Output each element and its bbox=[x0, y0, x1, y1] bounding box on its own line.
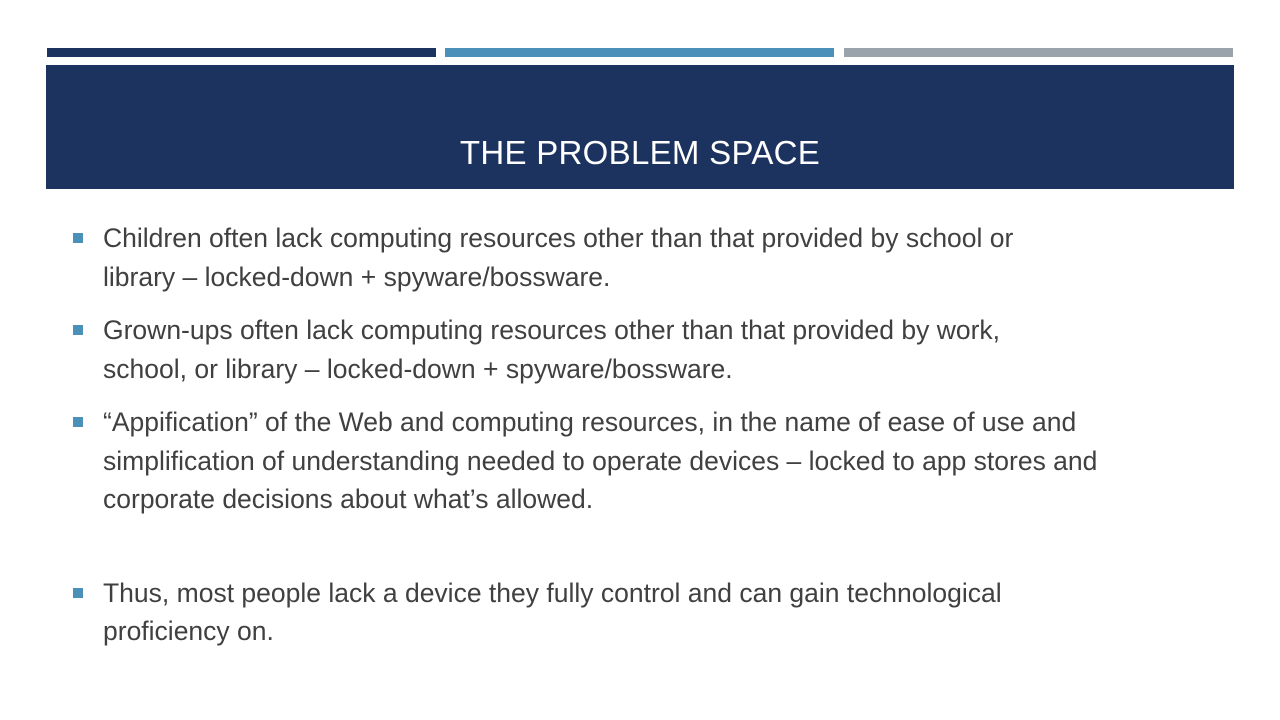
bullet-line: proficiency on. bbox=[103, 616, 274, 646]
bullet-line: Children often lack computing resources other than that provided by school or bbox=[103, 223, 1014, 253]
bullet-line: corporate decisions about what’s allowed. bbox=[103, 484, 594, 514]
slide-title: THE PROBLEM SPACE bbox=[459, 134, 821, 171]
bullet-marker-icon bbox=[73, 325, 83, 335]
bullet-marker-icon bbox=[73, 233, 83, 243]
bullet-marker-icon bbox=[73, 588, 83, 598]
bullet-item bbox=[72, 311, 1222, 388]
bullet-line: Grown-ups often lack computing resources other than that provided by work, bbox=[103, 315, 1001, 345]
bullet-item bbox=[72, 219, 1222, 296]
bullet-item bbox=[72, 403, 1222, 519]
bullet-line: Thus, most people lack a device they fully control and can gain technological bbox=[103, 577, 1002, 608]
bullet-line: “Appification” of the Web and computing resources, in the name of ease of use and bbox=[103, 407, 1077, 437]
bullet-list bbox=[72, 219, 1222, 666]
bullet-line: school, or library – locked-down + spyware/bossware. bbox=[103, 353, 733, 384]
bullet-line: library – locked-down + spyware/bossware. bbox=[103, 261, 611, 292]
bullet-line: simplification of understanding needed to operate devices – locked to app stores and bbox=[103, 445, 1098, 476]
bullet-marker-icon bbox=[73, 417, 83, 427]
accent-stripe-dark bbox=[47, 48, 436, 57]
accent-stripe-blue bbox=[445, 48, 834, 57]
bullet-item bbox=[72, 574, 1222, 651]
accent-stripe-gray bbox=[844, 48, 1233, 57]
